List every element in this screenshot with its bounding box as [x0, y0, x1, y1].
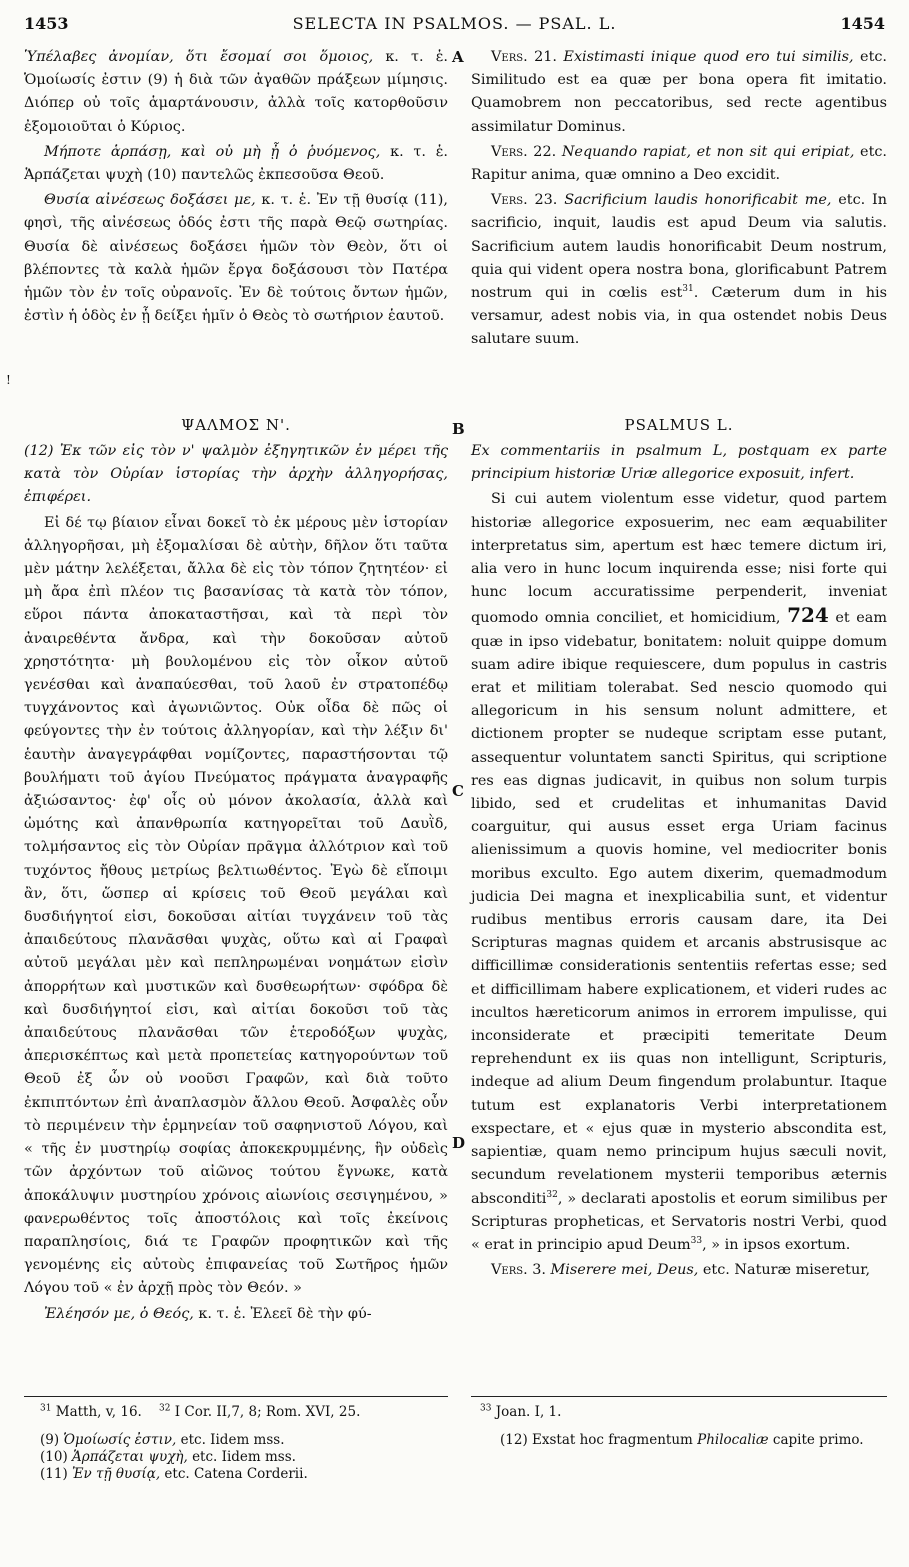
margin-letter-c: C	[452, 782, 464, 800]
latin-body: Si cui autem violentum esse videtur, quod partem historiæ allegorice exposuerim, nec eam æquabiliter interpretatus sim, apertum est hæc temere dictum iri, alia vero in hunc locum inquirenda esse; nisi forte qui hunc locum accuratissime perpenderit, inveniat quomodo omnia conciliet, et homicidium, 724 et eam quæ in ipso videbatur, bonitatem: noluit quippe domum suam adire ibique requiescere, dum populus in castris erat et militiam tolerabat. Sed nescio quomodo qui allegoricum in his sensum nolunt admittere, et dictionem propter se nudeque scriptam esse putant, assequentur voluntatem sancti Spiritus, qui scriptione res eas dignas judicavit, in quibus non solum turpis libido, sed et crudelitas et inhumanitas David coarguitur, qui ausus esset erga Uriam facinus alienissimum a quovis homine, vel mediocriter bonis moribus exculto. Ego autem dixerim, quemadmodum judicia Dei magna et inexplicabilia sunt, et videntur rudibus mentibus erroris causam dare, ita Dei Scripturas magnas quidem et arcanis abstrusisque ac difficillimæ considerationis sententiis refertas esse; sed et difficillimam habere explicationem, et videri rudes ac incultos hæreticorum animos in errorem impulisse, qui inconsiderate et præcipiti temeritate Deum reprehendunt ex iis quas non intelligunt, Scripturis, indeque ad alium Deum fingendum prolabuntur. Itaque tutum est explanatoris Verbi interpretationem exspectare, et « ejus quæ in mysterio abscondita est, sapientiæ, quam nemo principum hujus sæculi novit, secundum revelationem mysterii temporibus æternis absconditi$^{32}$, » declarati apostolis et eorum similibus per Scripturas propheticas, et Servatoris nostri Verbi, quod « erat in principio apud Deum$^{33}$, » in ipsos exortum.	[471, 491, 887, 1253]
greek-intro: (12) Ἐκ τῶν εἰς τὸν ν' ψαλμὸν ἐξηγητικῶν ἐν μέρει τῆς κατὰ τὸν Οὐρίαν ἱστορίας τὴν ἀρχὴν ἀλληγορήσας, ἐπιφέρει.	[24, 443, 448, 506]
stray-mark: !	[6, 373, 11, 387]
note-11: (11) Ἐν τῇ θυσίᾳ, etc. Catena Corderii.	[40, 1466, 308, 1482]
greek-verse-22: Μήποτε ἁρπάσῃ, καὶ οὐ μὴ ᾖ ὁ ῥυόμενος, κ. τ. ἑ. Ἁρπάζεται ψυχὴ (10) παντελῶς ἐκπεσοῦσα Θεοῦ.	[24, 143, 448, 184]
editorial-note-right	[484, 1432, 880, 1449]
greek-main-column	[24, 440, 448, 1326]
latin-psalm-heading: PSALMUS L.	[624, 416, 734, 434]
top-greek-column	[24, 46, 448, 328]
footnote-rule-left	[24, 1396, 448, 1397]
latin-last-verse: Vers. 3. Miserere mei, Deus, etc. Naturæ miseretur,	[491, 1262, 871, 1279]
page-number-right: 1454	[840, 14, 885, 33]
footnote-rule-right	[471, 1396, 887, 1397]
editorial-notes-left	[40, 1432, 448, 1483]
margin-letter-d: D	[452, 1134, 466, 1152]
greek-last-verse: Ἐλέησόν με, ὁ Θεός, κ. τ. ἑ. Ἐλεεῖ δὲ τὴν φύ-	[44, 1305, 372, 1322]
running-title: SELECTA IN PSALMOS. — PSAL. L.	[292, 14, 617, 33]
margin-letter-b: B	[452, 420, 465, 438]
note-9: (9) Ὁμοίωσίς ἐστιν, etc. Iidem mss.	[40, 1432, 285, 1448]
column-number: 724	[787, 603, 829, 628]
note-12: (12) Exstat hoc fragmentum Philocaliæ capite primo.	[500, 1432, 864, 1448]
greek-verse-23: Θυσία αἰνέσεως δοξάσει με, κ. τ. ἑ. Ἐν τῇ θυσίᾳ (11), φησὶ, τῆς αἰνέσεως ὁδός ἐστι τῆς παρὰ Θεῷ σωτηρίας. Θυσία δὲ αἰνέσεως δοξάσει ἡμῶν τὸν Θεὸν, ὅτι οἱ βλέποντες τὰ καλὰ ἡμῶν ἔργα δοξάσουσι τὸν Πατέρα ἡμῶν τὸν ἐν τοῖς οὐρανοῖς. Ἐν δὲ τούτοις ὄντων ἡμῶν, ἐστὶν ἡ ὁδὸς ἐν ᾗ δείξει ἡμῖν ὁ Θεὸς τὸ σωτήριον ἑαυτοῦ.	[24, 192, 448, 325]
greek-psalm-heading: ΨΑΛΜΟΣ Ν'.	[181, 416, 291, 434]
latin-main-column	[471, 440, 887, 1282]
margin-letter-a: A	[452, 48, 464, 66]
greek-body: Εἰ δέ τῳ βίαιον εἶναι δοκεῖ τὸ ἐκ μέρους μὲν ἱστορίαν ἀλληγορῆσαι, μὴ ἐξομαλίσαι δὲ αὐτὴν, δῆλον ὅτι ταῦτα μὲν μάτην λελέξεται, ἄλλα δὲ εἰς τὸν τόπον ζητητέον· εἰ μὴ ἄρα ἐπὶ πλέον τις βασανίσας τὰ κατὰ τὸν τόπον, εὕροι πάντα ἀποκαταστῆσαι, καὶ τὰ περὶ τὸν ἀναιρεθέντα ἄνδρα, καὶ τὴν δοκοῦσαν αὐτοῦ χρηστότητα· μὴ βουλομένου εἰς τὸν οἶκον αὐτοῦ γενέσθαι καὶ ἀναπαύεσθαι, τοῦ λαοῦ ἐν στρατοπέδῳ τυγχάνοντος καὶ ἀγωνιῶντος. Οὐκ οἶδα δὲ πῶς οἱ φεύγοντες τὴν ἐν τούτοις ἀλληγορίαν, καὶ τὴν λέξιν δι' ἑαυτὴν ἀναγεγράφθαι νομίζοντες, παραστήσονται τῷ βουλήματι τοῦ ἁγίου Πνεύματος πράγματα ἀναγραφῆς ἀξιώσαντος· ἐφ' οἷς οὐ μόνον ἀκολασία, ἀλλὰ καὶ ὠμότης καὶ ἀπανθρωπία κατηγορεῖται τοῦ Δαυῒδ, τολμήσαντος εἰς τὸν Οὐρίαν πρᾶγμα ἀλλότριον καὶ τοῦ τυχόντος ἤθους μετρίως βελτιωθέντος. Ἐγὼ δὲ εἴποιμι ἂν, ὅτι, ὥσπερ αἱ κρίσεις τοῦ Θεοῦ μεγάλαι καὶ δυσδιήγητοί εἰσι, δοκοῦσαι αἰτίαι τυγχάνειν τοῦ τὰς ἀπαιδεύτους πλανᾶσθαι ψυχὰς, οὕτω καὶ αἱ Γραφαὶ αὐτοῦ μεγάλαι μὲν καὶ πεπληρωμέναι νοημάτων εἰσὶν ἀπορρήτων καὶ μυστικῶν καὶ δυσθεωρήτων· σφόδρα δὲ καὶ δυσδιήγητοί εἰσι, καὶ αἰτίαι δοκοῦσι τοῦ τὰς ἀπαιδεύτους πλανᾶσθαι τῶν ἑτεροδόξων ψυχὰς, ἀπερισκέπτως καὶ μετὰ προπετείας κατηγορούντων τοῦ Θεοῦ ἐξ ὧν οὐ νοοῦσι Γραφῶν, καὶ διὰ τοῦτο ἐκπιπτόντων ἐπὶ ἀναπλασμὸν ἄλλου Θεοῦ. Ἀσφαλὲς οὖν τὸ περιμένειν τὴν ἑρμηνείαν τοῦ σαφηνιστοῦ Λόγου, καὶ « τῆς ἐν μυστηρίῳ σοφίας ἀποκεκρυμμένης, ἣν οὐδεὶς τῶν ἀρχόντων τοῦ αἰῶνος τούτου ἔγνωκε, κατὰ ἀποκάλυψιν μυστηρίου χρόνοις αἰωνίοις σεσιγημένου, » φανερωθέντος τοῖς ἀποστόλοις καὶ τοῖς ἐκείνοις παραπλησίοις, διά τε Γραφῶν προφητικῶν καὶ τῆς γενομένης εἰς αὐτοὺς ἐπιφανείας τοῦ Σωτῆρος ἡμῶν Λόγου τοῦ « ἐν ἀρχῇ πρὸς τὸν Θεόν. »	[24, 514, 448, 1297]
latin-verse-22: Vers. 22. Nequando rapiat, et non sit qui eripiat, etc. Rapitur anima, quæ omnino a Deo excidit.	[471, 143, 887, 184]
latin-verse-23: Vers. 23. Sacrificium laudis honorificabit me, etc. In sacrificio, inquit, laudis est apud Deum via salutis. Sacrificium autem laudis honorificabit Deum nostrum, quia qui vident opera nostra bona, glorificabunt Patrem nostrum qui in cœlis est$^{31}$. Cæterum dum in his versamur, adest nobis via, in qua ostendet nobis Deus salutare suum.	[471, 192, 887, 348]
latin-intro: Ex commentariis in psalmum L, postquam ex parte principium historiæ Uriæ allegorice exposuit, infert.	[471, 443, 887, 483]
latin-verse-21: Vers. 21. Existimasti inique quod ero tui similis, etc. Similitudo est ea quæ per bona opera fit imitatio. Quamobrem non peccatoribus, sed recte agentibus assimilatur Dominus.	[471, 49, 887, 135]
note-10: (10) Ἁρπάζεται ψυχὴ, etc. Iidem mss.	[40, 1449, 296, 1465]
running-header	[24, 14, 885, 38]
top-latin-column	[471, 46, 887, 352]
footnote-refs-left: $^{31}$ Matth, v, 16. $^{32}$ I Cor. II,7, 8; Rom. XVI, 25.	[40, 1403, 361, 1420]
page-number-left: 1453	[24, 14, 69, 33]
footnote-refs-right: $^{33}$ Joan. I, 1.	[480, 1403, 562, 1420]
greek-verse-21: Ὑπέλαβες ἀνομίαν, ὅτι ἔσομαί σοι ὅμοιος, κ. τ. ἑ. Ὁμοίωσίς ἐστιν (9) ἡ διὰ τῶν ἀγαθῶν πράξεων μίμησις. Διόπερ οὐ τοῖς ἁμαρτάνουσιν, ἀλλὰ τοῖς κατορθοῦσιν ἐξομοιοῦται ὁ Κύριος.	[24, 49, 448, 135]
